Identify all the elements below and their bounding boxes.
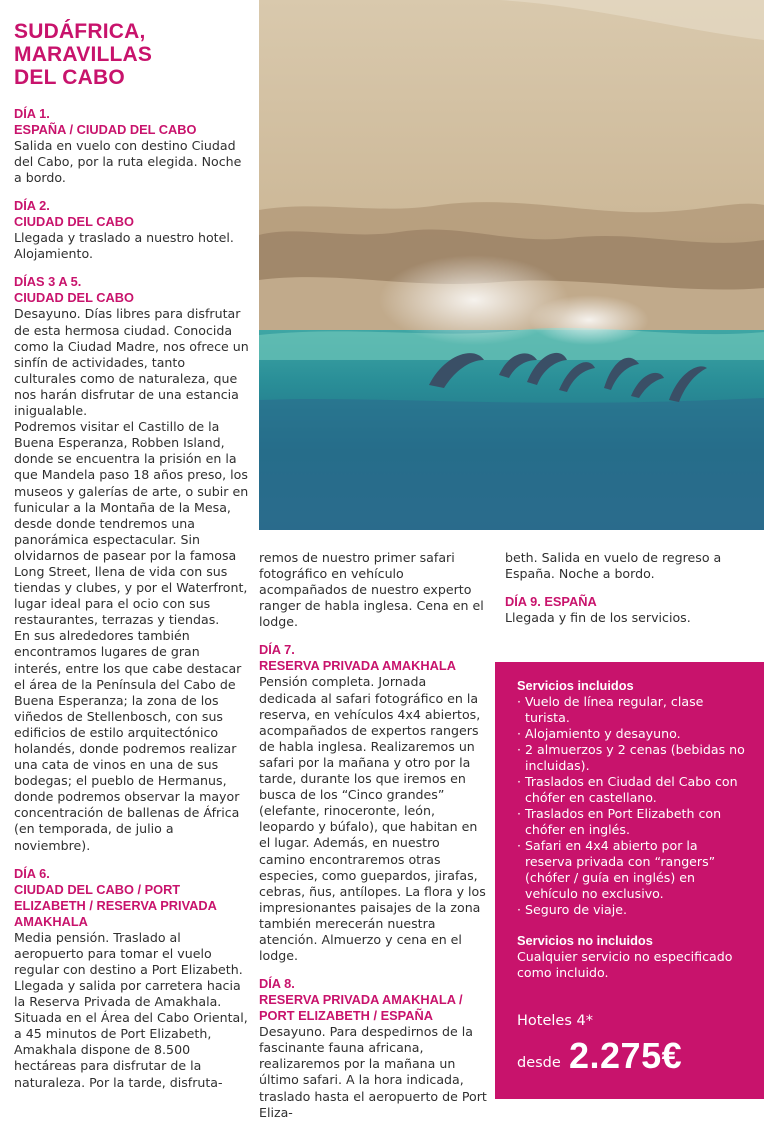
day-label: DÍA 2. — [14, 198, 50, 214]
day-label: DÍA 1. — [14, 106, 50, 121]
itinerary-column-2 — [259, 550, 487, 1133]
list-item: · Traslados en Port Elizabeth con chófer en inglés. — [517, 806, 745, 838]
day-6 — [14, 866, 250, 1091]
day-text: Desayuno. Para despedirnos de la fascinante fauna africana, realizaremos por la mañana un último safari. A la hora indicada, traslado hasta el aeropuerto de Port Eliza- — [259, 1024, 487, 1120]
itinerary-column-3 — [505, 550, 745, 638]
day-text: Salida en vuelo con destino Ciudad del Cabo, por la ruta elegida. Noche a bordo. — [14, 138, 242, 186]
itinerary-column-1 — [14, 106, 250, 1103]
day-8 — [259, 976, 487, 1121]
excluded-title: Servicios no incluidos — [517, 933, 653, 948]
day-text: Desayuno. Días libres para disfrutar de esta hermosa ciudad. Conocida como la Ciudad Madre, nos ofrece un sinfín de actividades, tanto culturales como de naturaleza, que nos harán disfrutar de una estancia inigualable. — [14, 306, 249, 419]
list-item: · Safari en 4x4 abierto por la reserva privada con “rangers” (chófer / guía en inglés) en vehículo no exclusivo. — [517, 838, 745, 902]
days-3-5 — [14, 274, 250, 853]
excluded-text: Cualquier servicio no especificado como incluido. — [517, 949, 733, 980]
day-text: Llegada y fin de los servicios. — [505, 610, 691, 626]
day-label: DÍA 9. ESPAÑA — [505, 594, 597, 610]
included-title: Servicios incluidos — [517, 678, 634, 693]
page-title — [14, 20, 244, 89]
dolphins-wave-photo — [259, 0, 764, 530]
day-label: DÍA 7. — [259, 642, 295, 658]
list-item: · Vuelo de línea regular, clase turista. — [517, 694, 745, 726]
list-item: · Seguro de viaje. — [517, 902, 745, 918]
day-8-continued: beth. Salida en vuelo de regreso a España. Noche a bordo. — [505, 550, 722, 582]
day-place: RESERVA PRIVADA AMAKHALA / PORT ELIZABETH / ESPAÑA — [259, 992, 463, 1024]
price-from-label: desde — [517, 1055, 561, 1071]
hotel-category: Hoteles 4* — [517, 1013, 593, 1029]
included-list — [517, 694, 745, 918]
day-place: CIUDAD DEL CABO / PORT ELIZABETH / RESERVA PRIVADA AMAKHALA — [14, 881, 217, 929]
list-item: · 2 almuerzos y 2 cenas (bebidas no incluidas). — [517, 742, 745, 774]
day-text: Media pensión. Traslado al aeropuerto para tomar el vuelo regular con destino a Port Elizabeth. Llegada y salida por carretera hacia la Reserva Privada de Amakhala. Situada en el Área del Cabo Oriental, a 45 minutos de Port Elizabeth, Amakhala dispone de 8.500 hectáreas para disfrutar de la naturaleza. Por la tarde, disfruta- — [14, 929, 248, 1090]
list-item: · Alojamiento y desayuno. — [517, 726, 745, 742]
day-place: CIUDAD DEL CABO — [14, 290, 134, 306]
price: 2.275€ — [569, 1035, 683, 1076]
included-services — [517, 678, 745, 918]
day-label: DÍA 6. — [14, 865, 50, 881]
title-line: SUDÁFRICA, — [14, 20, 146, 43]
day-place: CIUDAD DEL CABO — [14, 214, 134, 230]
day-place: ESPAÑA / CIUDAD DEL CABO — [14, 122, 197, 137]
day-9 — [505, 594, 745, 626]
day-2 — [14, 198, 250, 262]
day-label: DÍAS 3 A 5. — [14, 274, 82, 290]
title-line: MARAVILLAS — [14, 43, 153, 66]
day-text: Pensión completa. Jornada dedicada al safari fotográfico en la reserva, en vehículos 4x4 abiertos, acompañados de expertos rangers de habla inglesa. Realizaremos un safari por la mañana y otro por la tarde, durante los que iremos en busca de los “Cinco grandes” (elefante, rinoceronte, león, leopardo y búfalo), que habitan en el lugar. Además, en nuestro camino encontraremos otras especies, como guepardos, jirafas, cebras, ñus, antílopes. La flora y los impresionantes paisajes de la zona también merecerán nuestra atención. Almuerzo y cena en el lodge. — [259, 674, 486, 964]
services-box — [495, 662, 764, 1099]
day-label: DÍA 8. — [259, 976, 295, 992]
day-text: Llegada y traslado a nuestro hotel. Alojamiento. — [14, 230, 234, 262]
day-text-3: En sus alrededores también encontramos lugares de gran interés, entre los que cabe destacar el área de la Península del Cabo de Buena Esperanza; la zona de los viñedos de Stellenbosch, con sus edificios de estilo arquitectónico holandés, donde podremos realizar una cata de vinos en una de sus bodegas; el pueblo de Hermanus, donde podremos observar la mayor concentración de ballenas de África (en temporada, de julio a noviembre). — [14, 628, 242, 853]
day-1 — [14, 106, 250, 186]
day-place: RESERVA PRIVADA AMAKHALA — [259, 658, 456, 674]
excluded-services — [517, 933, 745, 981]
day-6-continued: remos de nuestro primer safari fotográfico en vehículo acompañados de nuestro experto ranger de habla inglesa. Cena en el lodge. — [259, 550, 484, 630]
list-item: · Traslados en Ciudad del Cabo con chófer en castellano. — [517, 774, 745, 806]
day-7 — [259, 642, 487, 964]
day-text-2: Podremos visitar el Castillo de la Buena Esperanza, Robben Island, donde se encuentra la prisión en la que Mandela paso 18 años preso, los museos y galerías de arte, o subir en funicular a la Montaña de la Mesa, desde donde tendremos una panorámica espectacular. Sin olvidarnos de pasear por la famosa Long Street, llena de vida con sus tiendas y clubes, y por el Waterfront, lugar ideal para el ocio con sus restaurantes, terrazas y tiendas. — [14, 419, 249, 628]
title-line: DEL CABO — [14, 66, 125, 89]
